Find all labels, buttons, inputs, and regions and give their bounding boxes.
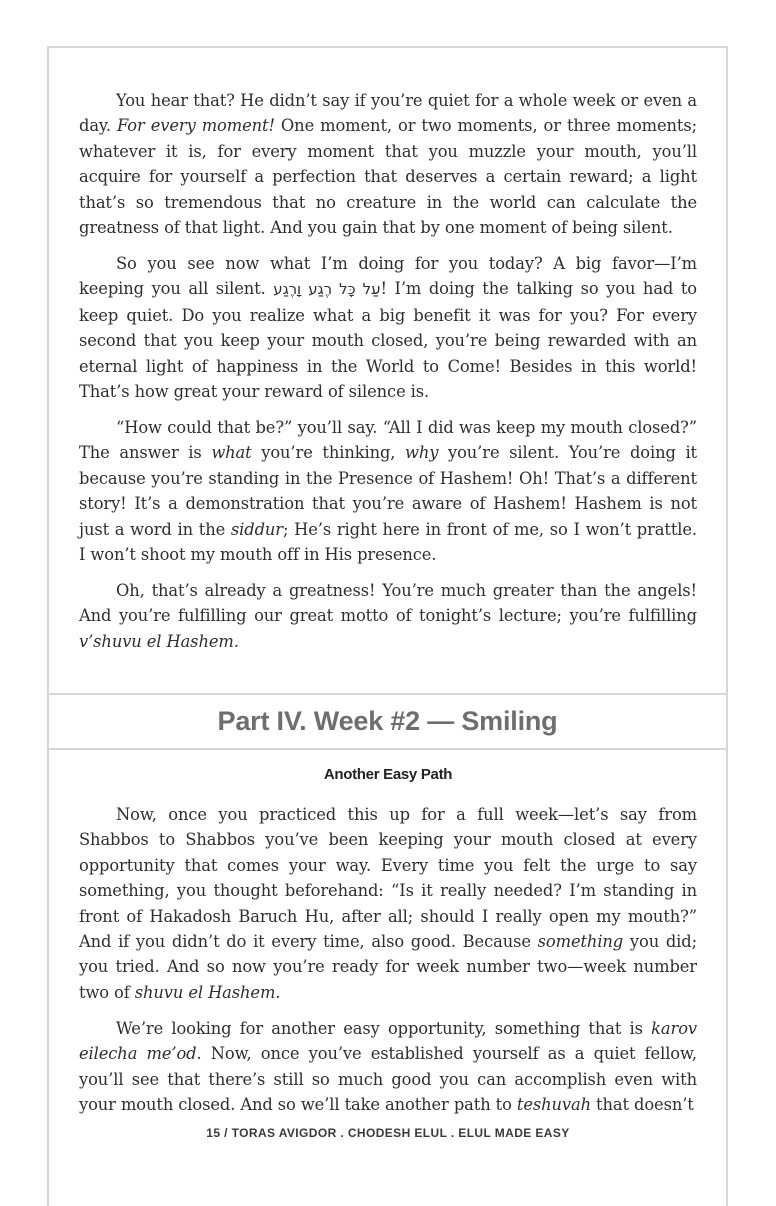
paragraph: We’re looking for another easy opportunity, something that is karov eilecha me’od. Now, once you’ve established yourself as a quiet fellow, you’ll see that there’s still so much good you can accomplish even with your mouth closed. And so we’ll take another path to teshuvah that doesn’t [79,1018,697,1114]
paragraph: You hear that? He didn’t say if you’re quiet for a whole week or even a day. For every moment! One moment, or two moments, or three moments; whatever it is, for every moment that you muzzle your mouth, you’ll acquire for yourself a perfection that deserves a certain reward; a light that’s so tremendous that no creature in the world can calculate the greatness of that light. And you gain that by one moment of being silent. [79,91,697,238]
lower-text-block [79,802,697,1117]
paragraph: “How could that be?” you’ll say. “All I did was keep my mouth closed?” The answer is what you’re thinking, why you’re silent. You’re doing it because you’re standing in the Presence of Hashem! Oh! That’s a different story! It’s a demonstration that you’re aware of Hashem! Hashem is not just a word in the siddur; He’s right here in front of me, so I won’t prattle. I won’t shoot my mouth off in His presence. [79,417,697,564]
part-title: Part IV. Week #2 — Smiling [217,706,558,736]
page-footer: 15 / TORAS AVIGDOR . CHODESH ELUL . ELUL MADE EASY [206,1126,570,1140]
section-heading: Another Easy Path [323,766,453,783]
paragraph: Now, once you practiced this up for a full week—let’s say from Shabbos to Shabbos you’ve been keeping your mouth closed at every opportunity that comes your way. Every time you felt the urge to say something, you thought beforehand: “Is it really needed? I’m standing in front of Hakadosh Baruch Hu, after all; should I really open my mouth?” And if you didn’t do it every time, also good. Because something you did; you tried. And so now you’re ready for week number two—week number two of shuvu el Hashem. [79,805,697,1002]
paragraph: So you see now what I’m doing for you today? A big favor—I’m keeping you all silent. עַל כָּל רֶגַע וָרֶגַע! I’m doing the talking so you had to keep quiet. Do you realize what a big benefit it was for you? For every second that you keep your mouth closed, you’re being rewarded with an eternal light of happiness in the World to Come! Besides in this world! That’s how great your reward of silence is. [79,253,697,401]
part-title-band [47,693,728,750]
hebrew-phrase: עַל כָּל רֶגַע וָרֶגַע [273,280,381,299]
upper-text-block [79,88,697,654]
paragraph: Oh, that’s already a greatness! You’re much greater than the angels! And you’re fulfilling our great motto of tonight’s lecture; you’re fulfilling v’shuvu el Hashem. [79,580,697,651]
